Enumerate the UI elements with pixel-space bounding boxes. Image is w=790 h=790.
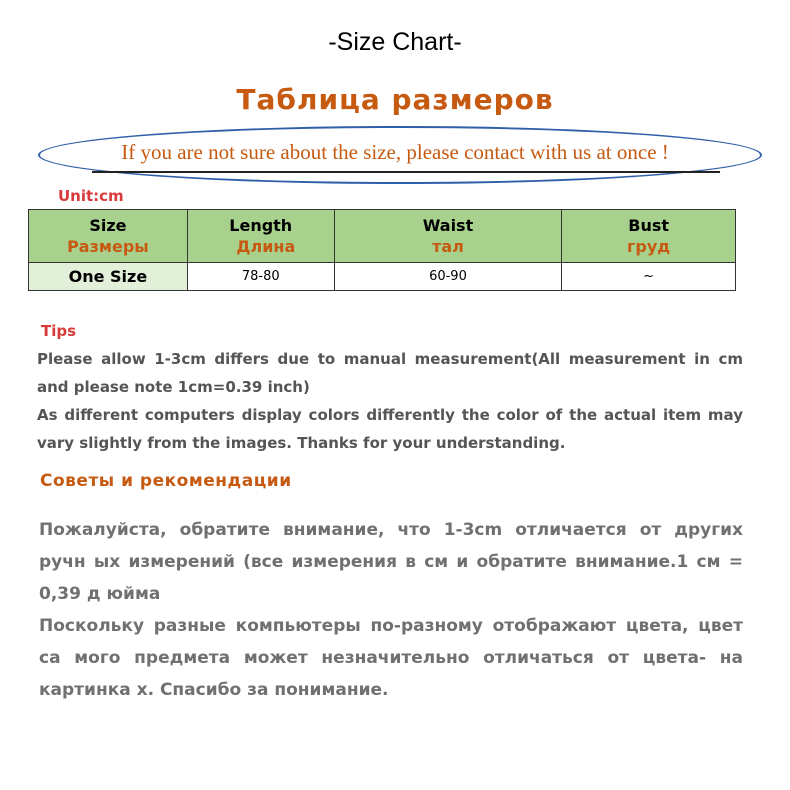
page-title-russian: Таблица размеров (236, 83, 554, 116)
header-size-en: Size (89, 216, 127, 235)
header-length-en: Length (229, 216, 293, 235)
size-table (28, 209, 736, 291)
header-bust (562, 210, 736, 263)
table-row (29, 263, 736, 291)
notice-underline (92, 171, 720, 173)
header-size-ru: Размеры (67, 237, 149, 256)
advice-title: Советы и рекомендации (40, 471, 292, 491)
header-waist (334, 210, 562, 263)
tips-line-measurement: Please allow 1-3cm differs due to manual measurement(All measurement in cm and please note 1cm=0.39 inch) (37, 350, 743, 396)
tips-line-colors: As different computers display colors differently the color of the actual item may vary slightly from the images. Thanks for your understanding. (37, 406, 743, 452)
page-title: -Size Chart- (328, 28, 462, 56)
advice-text (39, 514, 743, 706)
advice-line-colors: Поскольку разные компьютеры по-разному отображают цвета, цвет са мого предмета может незначительно отличаться от цвета- на картинка х. Спасибо за понимание. (39, 616, 743, 700)
tips-text (37, 345, 743, 457)
header-waist-en: Waist (422, 216, 474, 235)
unit-label: Unit:cm (58, 187, 124, 205)
cell-size: One Size (29, 263, 188, 291)
size-contact-notice: If you are not sure about the size, please contact with us at once ! (121, 140, 669, 164)
header-length (187, 210, 334, 263)
advice-line-measurement: Пожалуйста, обратите внимание, что 1-3cm отличается от других ручн ых измерений (все измерения в см и обратите внимание.1 см = 0,39 д юйма (39, 520, 743, 604)
table-header-row (29, 210, 736, 263)
header-bust-en: Bust (628, 216, 670, 235)
header-size (29, 210, 188, 263)
tips-title: Tips (41, 322, 77, 340)
header-bust-ru: груд (627, 237, 671, 256)
header-waist-ru: тал (432, 237, 464, 256)
header-length-ru: Длина (236, 237, 296, 256)
cell-bust: ~ (562, 263, 736, 291)
cell-waist: 60-90 (334, 263, 562, 291)
cell-length: 78-80 (187, 263, 334, 291)
